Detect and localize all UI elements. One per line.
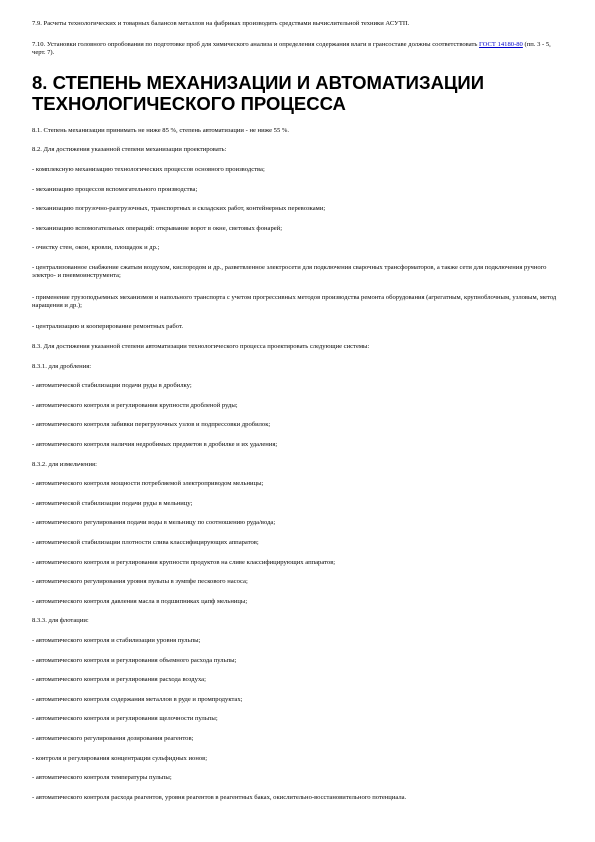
list-item: - автоматического контроля давления масла в подшипниках цапф мельницы;	[32, 598, 248, 605]
list-item: - автоматического контроля и регулирования крупности продуктов на сливе классифицирующих аппаратов;	[32, 559, 336, 566]
subsection-8-3-2: 8.3.2. для измельчения:	[32, 461, 97, 468]
paragraph-8-3: 8.3. Для достижения указанной степени автоматизации технологического процесса проектировать следующие системы:	[32, 343, 370, 350]
gost-link[interactable]: ГОСТ 14180-80	[479, 41, 523, 48]
list-item: - автоматического контроля содержания металлов в руде и промпродуктах;	[32, 696, 243, 703]
list-item: - автоматического контроля мощности потребляемой электроприводом мельницы;	[32, 480, 264, 487]
paragraph-8-1: 8.1. Степень механизации принимать не ниже 85 %, степень автоматизации - не ниже 55 %.	[32, 127, 290, 134]
list-item: - автоматической стабилизации плотности слива классифицирующих аппаратов;	[32, 539, 259, 546]
list-item: - применение грузоподъемных механизмов и напольного транспорта с учетом прогрессивных методов производства ремонта оборудования (агрегатным, крупноблочным, узловым, метод наращения и др.);	[32, 294, 557, 310]
list-item: - автоматического контроля и регулирования крупности дробленой руды;	[32, 402, 238, 409]
list-item: - автоматического контроля наличия недробимых предметов в дробилке и их удаления;	[32, 441, 278, 448]
list-item: - централизацию и кооперирование ремонтных работ.	[32, 323, 183, 330]
list-item: - автоматического контроля температуры пульпы;	[32, 774, 172, 781]
list-item: - автоматической стабилизации подачи руды в дробилку;	[32, 382, 192, 389]
list-item: - автоматического регулирования уровня пульпы в зумпфе пескового насоса;	[32, 578, 248, 585]
subsection-8-3-1: 8.3.1. для дробления:	[32, 363, 92, 370]
list-item: - комплексную механизацию технологических процессов основного производства;	[32, 166, 265, 173]
list-item: - автоматического регулирования подачи воды в мельницу по соотношению руда/вода;	[32, 519, 276, 526]
paragraph-8-2: 8.2. Для достижения указанной степени механизации проектировать:	[32, 146, 227, 153]
paragraph-7-9: 7.9. Расчеты технологических и товарных балансов металлов на фабриках производить средствами вычислительной техники АСУТП.	[32, 20, 410, 27]
paragraph-7-10-text: 7.10. Установки головного опробования по подготовке проб для химического анализа и определения содержания влаги в грансоставе должны соответствовать	[32, 41, 478, 48]
list-item: - автоматического контроля и стабилизации уровня пульпы;	[32, 637, 201, 644]
paragraph-7-10	[32, 41, 560, 58]
list-item: - автоматического регулирования дозирования реагентов;	[32, 735, 194, 742]
list-item: - автоматического контроля забивки перегрузочных узлов и подпрессовки дробилок;	[32, 421, 271, 428]
subsection-8-3-3: 8.3.3. для флотации:	[32, 617, 89, 624]
list-item: - механизацию процессов вспомогательного производства;	[32, 186, 198, 193]
list-item: - автоматического контроля и регулирования щелочности пульпы;	[32, 715, 218, 722]
list-item: - механизацию вспомогательных операций: открывание ворот в окне, световых фонарей;	[32, 225, 283, 232]
section-title: 8. СТЕПЕНЬ МЕХАНИЗАЦИИ И АВТОМАТИЗАЦИИ ТЕХНОЛОГИЧЕСКОГО ПРОЦЕССА	[32, 72, 485, 114]
list-item: - механизацию погрузочно-разгрузочных, транспортных и складских работ, контейнерных перевозками;	[32, 205, 326, 212]
paragraph-7-10-ref: (пп. 3 - 5, черт. 7).	[32, 41, 551, 57]
list-item: - автоматического контроля и регулирования объемного расхода пульпы;	[32, 657, 237, 664]
list-item: - автоматической стабилизации подачи руды в мельницу;	[32, 500, 193, 507]
list-item: - контроля и регулирования концентрации сульфидных ионов;	[32, 755, 208, 762]
list-item: - централизованное снабжение сжатым воздухом, кислородом и др., разветвленное электросети для подключения сварочных трансформаторов, а также сети для подключения ручного электро- и пневмоинструмента;	[32, 264, 547, 280]
list-item: - автоматического контроля расхода реагентов, уровня реагентов в реагентных баках, окислительно-восстановительного потенциала.	[32, 794, 407, 801]
list-item: - автоматического контроля и регулирования расхода воздуха;	[32, 676, 206, 683]
list-item: - очистку стен, окон, кровли, площадок и др.;	[32, 244, 160, 251]
